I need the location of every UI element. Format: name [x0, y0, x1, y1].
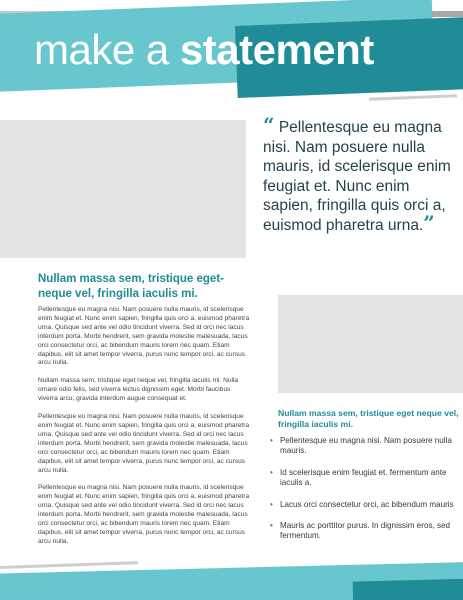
page-title-bold: statement	[179, 26, 374, 73]
bullet-icon: •	[270, 467, 273, 477]
footer-accent-block	[353, 578, 463, 600]
list-item	[270, 521, 455, 542]
image-placeholder-left	[0, 120, 246, 258]
list-item-text: Mauris ac porttitor purus. In dignissim eros, sed fermentum.	[280, 521, 451, 541]
list-item	[270, 436, 455, 457]
left-paragraph-2: Nullam massa sem, tristique eget neque vel, fringilla iaculis mi. Nulla ornare odio felis, sed viverra lectus dignissim eget. Morbi faucibus viverra arcu, gravida interdum augue consequat et.	[38, 377, 239, 403]
list-item	[270, 500, 455, 510]
page-title	[34, 26, 374, 74]
list-item-text: Lacus orci consectetur orci, ac bibendum mauris	[280, 499, 454, 509]
bullet-icon: •	[270, 436, 273, 445]
left-body-text	[38, 306, 250, 556]
bullet-list	[270, 436, 455, 553]
left-paragraph-3: Pellentesque eu magna nisi. Nam posuere nulla mauris, id scelerisque enim feugiat et. Nunc enim sapien, fringilla quis orci a, euismod pharetra urna. Quisque sed ante vel odio tincidunt viverra. Sed id orci nec lacus interdum porta. Morbi hendrerit, sem gravida molestie malesuada, lacus orci consectetur orci, ac bibendum mauris lorem nec quam. Etiam dapibus, elit sit amet tempor viverra, purus nunc tempor orci, ac cursus arcu nulla.	[38, 413, 250, 474]
left-paragraph-1: Pellentesque eu magna nisi. Nam posuere nulla mauris, id scelerisque enim feugiat et. Nunc enim sapien, fringilla quis orci a, euismod pharetra urna. Quisque sed ante vel odio tincidunt viverra. Sed id orci nec lacus interdum porta. Morbi hendrerit, sem gravida molestie malesuada, lacus orci consectetur orci, ac bibendum mauris lorem nec quam. Etiam dapibus, elit sit amet tempor viverra, purus nunc tempor orci, ac cursus arcu nulla.	[38, 306, 250, 367]
list-item-text: Pellentesque eu magna nisi. Nam posuere nulla mauris.	[280, 436, 452, 456]
quote-open-icon: “	[263, 113, 275, 137]
footer-rule-left	[0, 561, 138, 569]
left-paragraph-4: Pellentesque eu magna nisi. Nam posuere nulla mauris, id scelerisque enim feugiat et. Nunc enim sapien, fringilla quis orci a, euismod pharetra urna. Quisque sed ante vel odio tincidunt viverra. Sed id orci nec lacus interdum porta. Morbi hendrerit, sem gravida molestie malesuada, lacus orci consectetur orci, ac bibendum mauris lorem nec quam. Etiam dapibus, elit sit amet tempor viverra, purus nunc tempor orci, ac cursus arcu nulla.	[38, 484, 250, 545]
bullet-icon: •	[270, 521, 273, 531]
quote-close-icon: ”	[423, 210, 435, 235]
left-heading: Nullam massa sem, tristique eget-neque vel, fringilla iaculis mi.	[38, 273, 224, 300]
bullet-icon: •	[270, 499, 273, 509]
pull-quote	[263, 113, 463, 236]
right-heading: Nullam massa sem, tristique eget neque vel, fringilla iaculis mi.	[278, 408, 459, 429]
pull-quote-text: Pellentesque eu magna nisi. Nam posuere nulla mauris, id scelerisque enim feugiat et. Nunc enim sapien, fringilla quis orci a, euismod pharetra urna.	[263, 119, 451, 234]
image-placeholder-right	[278, 295, 463, 393]
header-underline	[369, 94, 457, 100]
list-item-text: Id scelerisque enim feugiat et. fermentum ante iaculis a.	[280, 467, 447, 488]
page-title-light: make a	[34, 26, 180, 73]
list-item	[270, 468, 455, 489]
